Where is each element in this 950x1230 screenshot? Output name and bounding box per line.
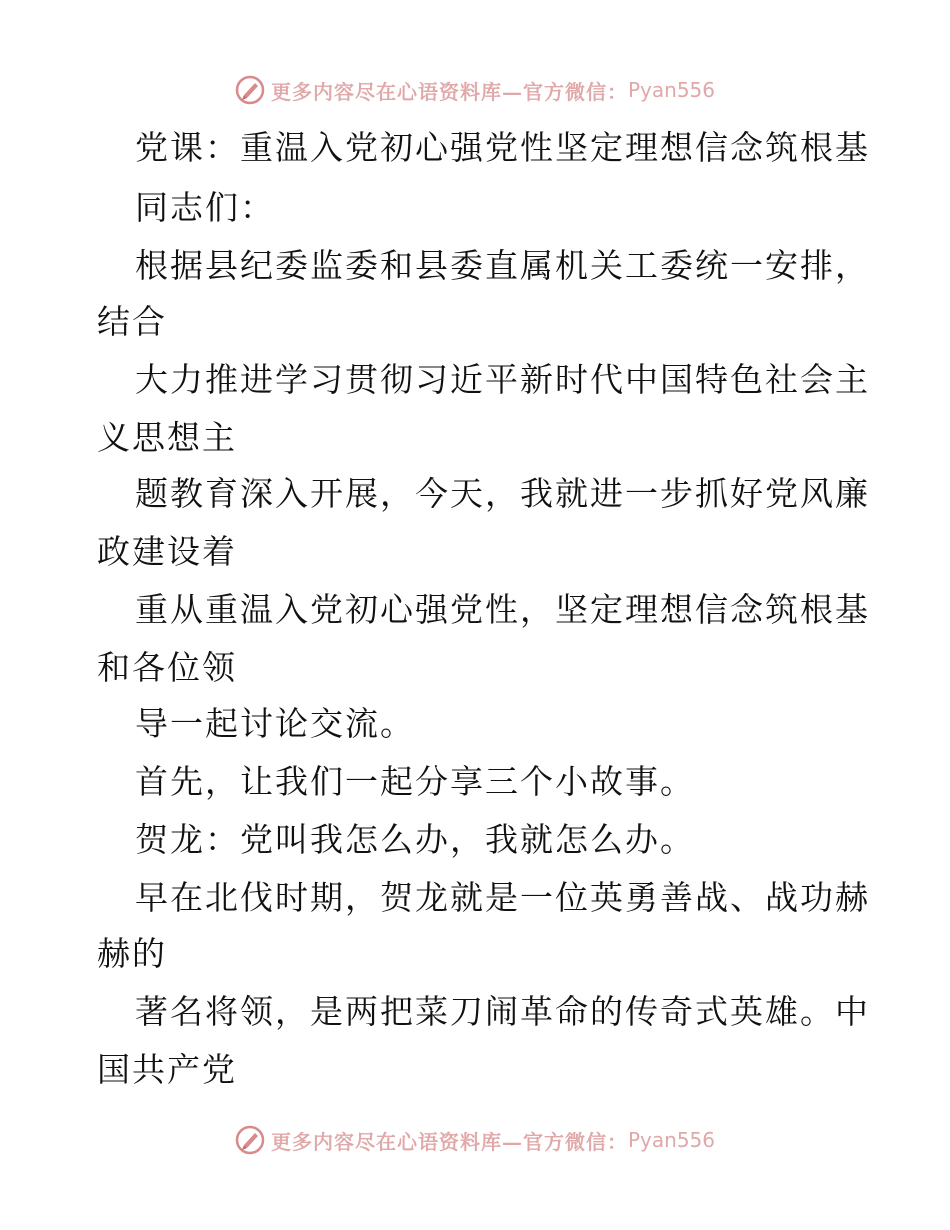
paragraph-line: 大力推进学习贯彻习近平新时代中国特色社会主 (135, 360, 870, 399)
document-title: 党课：重温入党初心强党性坚定理想信念筑根基 (135, 128, 870, 167)
paragraph-line: 著名将领，是两把菜刀闹革命的传奇式英雄。中 (135, 992, 870, 1031)
paragraph-line: 政建设着 (97, 532, 237, 571)
header-banner-contact: Pyan556 (627, 78, 715, 102)
paragraph-line: 和各位领 (97, 648, 237, 687)
paragraph-line: 义思想主 (97, 418, 237, 457)
footer-banner-text: 更多内容尽在心语资料库—官方微信： (270, 1129, 628, 1154)
paragraph-line: 根据县纪委监委和县委直属机关工委统一安排， (135, 246, 870, 285)
paragraph-line: 同志们： (135, 188, 275, 227)
footer-banner-contact: Pyan556 (627, 1128, 715, 1152)
header-banner-text: 更多内容尽在心语资料库—官方微信： (270, 79, 628, 104)
paragraph-line: 结合 (97, 302, 167, 341)
paragraph-line: 早在北伐时期，贺龙就是一位英勇善战、战功赫 (135, 878, 870, 917)
paragraph-line: 首先，让我们一起分享三个小故事。 (135, 762, 695, 801)
paragraph-line: 贺龙：党叫我怎么办，我就怎么办。 (135, 820, 695, 859)
paragraph-line: 国共产党 (97, 1050, 237, 1089)
paragraph-line: 重从重温入党初心强党性，坚定理想信念筑根基 (135, 590, 870, 629)
paragraph-line: 赫的 (97, 934, 167, 973)
paragraph-line: 题教育深入开展，今天，我就进一步抓好党风廉 (135, 474, 870, 513)
brand-logo-icon (235, 1125, 265, 1155)
brand-logo-icon (235, 75, 265, 105)
footer-banner (0, 1120, 950, 1160)
paragraph-line: 导一起讨论交流。 (135, 704, 415, 743)
header-banner (0, 70, 950, 110)
